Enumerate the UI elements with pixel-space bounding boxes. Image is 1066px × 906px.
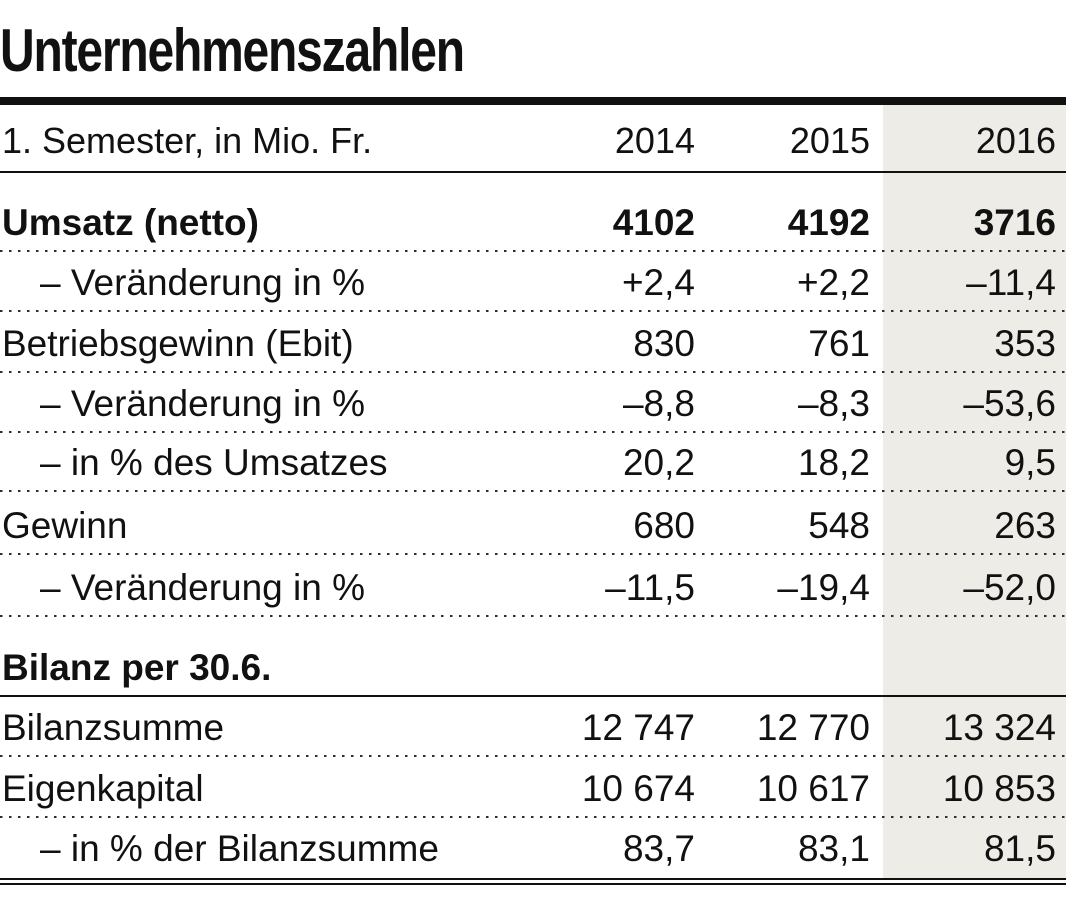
title-block (0, 0, 1066, 97)
column-header-2015: 2015 (789, 120, 870, 162)
section-title: Bilanz per 30.6. (2, 647, 272, 689)
table-row (0, 818, 1066, 878)
cell-2014: 12 747 (581, 707, 695, 749)
cell-2014: –11,5 (605, 567, 695, 609)
cell-2014: 4102 (612, 202, 695, 244)
table-row (0, 757, 1066, 818)
cell-2014: +2,4 (621, 262, 695, 304)
cell-2016: 10 853 (942, 768, 1056, 810)
cell-2016: 9,5 (1004, 442, 1056, 484)
cell-2015: 12 770 (756, 707, 870, 749)
title-rule (0, 97, 1066, 105)
column-header-2016: 2016 (975, 120, 1056, 162)
cell-2015: 4192 (787, 202, 870, 244)
page-title: Unternehmenszahlen (0, 17, 464, 84)
cell-2016: 263 (994, 505, 1056, 547)
cell-2015: 10 617 (756, 768, 870, 810)
table-header-row (0, 105, 1066, 173)
row-label: – Veränderung in % (40, 567, 366, 609)
cell-2016: 81,5 (983, 828, 1056, 870)
cell-2015 (695, 688, 872, 695)
row-label: – Veränderung in % (40, 383, 366, 425)
row-label: – in % der Bilanzsumme (40, 828, 439, 870)
column-header-2014: 2014 (614, 120, 695, 162)
cell-2016: 353 (994, 323, 1056, 365)
data-table (0, 105, 1066, 878)
cell-2014: 10 674 (581, 768, 695, 810)
table-section-header-row (0, 617, 1066, 697)
cell-2015: 18,2 (797, 442, 870, 484)
cell-2016: –52,0 (963, 567, 1056, 609)
cell-2014: 83,7 (622, 828, 695, 870)
row-label: – Veränderung in % (40, 262, 366, 304)
cell-2015: –8,3 (797, 383, 870, 425)
cell-2015: 761 (808, 323, 870, 365)
cell-2015: –19,4 (777, 567, 870, 609)
cell-2014: 20,2 (622, 442, 695, 484)
cell-2016: –53,6 (963, 383, 1056, 425)
table-subtitle: 1. Semester, in Mio. Fr. (2, 120, 373, 162)
row-label: Bilanzsumme (2, 707, 225, 749)
cell-2014 (518, 688, 695, 695)
row-label: Betriebsgewinn (Ebit) (2, 323, 354, 365)
table-row (0, 697, 1066, 757)
table-row (0, 492, 1066, 555)
table-row (0, 433, 1066, 492)
table-row (0, 312, 1066, 373)
cell-2015: +2,2 (796, 262, 870, 304)
row-label: Eigenkapital (2, 768, 204, 810)
cell-2014: –8,8 (622, 383, 695, 425)
cell-2016: –11,4 (966, 262, 1056, 304)
table-bottom-rule (0, 878, 1066, 885)
table-row (0, 373, 1066, 433)
row-label: – in % des Umsatzes (40, 442, 388, 484)
table-row (0, 555, 1066, 617)
cell-2016: 3716 (973, 202, 1056, 244)
cell-2016 (872, 688, 1066, 695)
row-label: Gewinn (2, 505, 128, 547)
cell-2016: 13 324 (942, 707, 1056, 749)
cell-2015: 548 (808, 505, 870, 547)
cell-2015: 83,1 (797, 828, 870, 870)
table-row (0, 173, 1066, 252)
cell-2014: 680 (633, 505, 695, 547)
cell-2014: 830 (633, 323, 695, 365)
row-label: Umsatz (netto) (2, 202, 259, 244)
table-row (0, 252, 1066, 312)
